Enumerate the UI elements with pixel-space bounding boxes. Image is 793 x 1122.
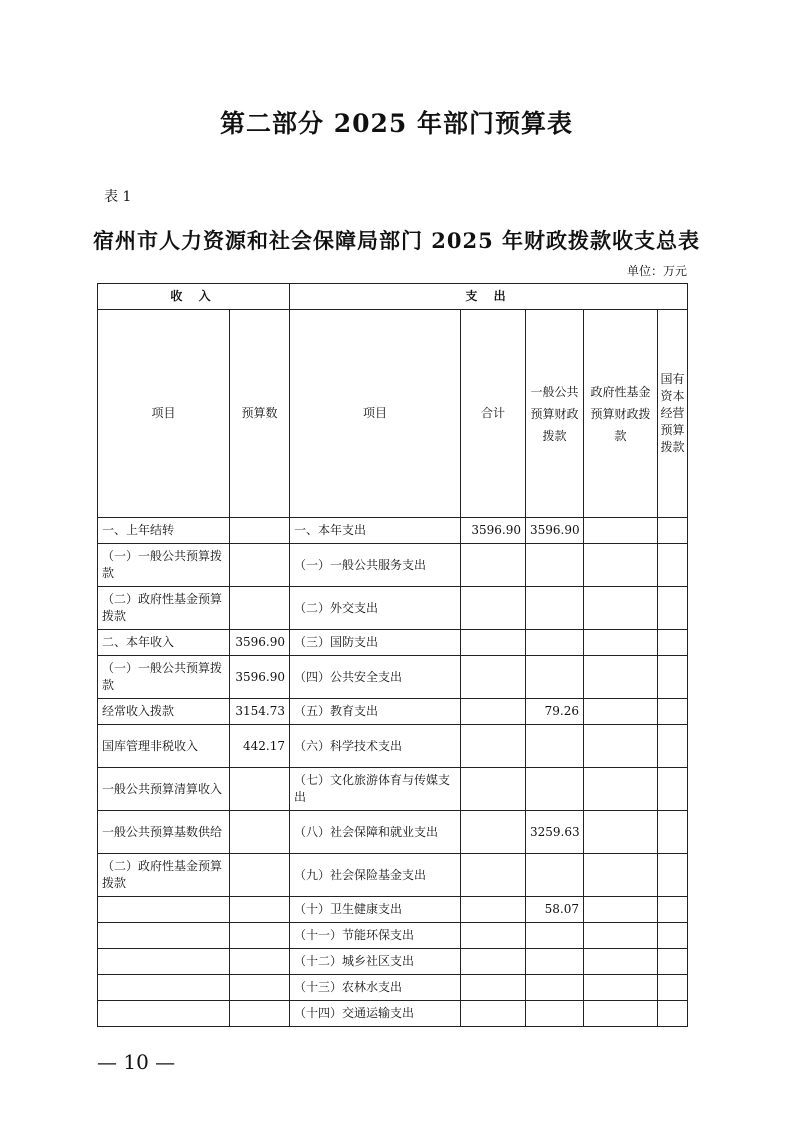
income-item-cell: （一）一般公共预算拨款	[98, 544, 230, 587]
gov-fund-cell	[584, 975, 658, 1001]
col-gov-fund: 政府性基金预算财政拨款	[584, 310, 658, 518]
income-item-cell: 二、本年收入	[98, 630, 230, 656]
expense-item-cell: （二）外交支出	[290, 587, 461, 630]
general-public-cell	[526, 768, 584, 811]
table-row	[98, 544, 688, 587]
total-cell	[461, 656, 526, 699]
gov-fund-cell	[584, 587, 658, 630]
state-capital-cell	[658, 854, 688, 897]
gov-fund-cell	[584, 656, 658, 699]
col-budget-amount: 预算数	[230, 310, 290, 518]
col-total: 合计	[461, 310, 526, 518]
expense-item-cell: （四）公共安全支出	[290, 656, 461, 699]
total-cell	[461, 854, 526, 897]
state-capital-cell	[658, 768, 688, 811]
table-row	[98, 1001, 688, 1027]
income-amount-cell	[230, 1001, 290, 1027]
table-row	[98, 587, 688, 630]
table-row	[98, 518, 688, 544]
total-cell	[461, 587, 526, 630]
total-cell	[461, 975, 526, 1001]
state-capital-cell	[658, 587, 688, 630]
expense-item-cell: （十）卫生健康支出	[290, 897, 461, 923]
state-capital-cell	[658, 923, 688, 949]
total-cell	[461, 768, 526, 811]
table-title: 宿州市人力资源和社会保障局部门 2025 年财政拨款收支总表	[92, 228, 701, 253]
general-public-cell	[526, 949, 584, 975]
state-capital-cell	[658, 699, 688, 725]
table-number: 表 1	[104, 189, 132, 205]
total-cell	[461, 725, 526, 768]
gov-fund-cell	[584, 725, 658, 768]
income-amount-cell: 3596.90	[230, 656, 290, 699]
total-cell	[461, 630, 526, 656]
income-amount-cell	[230, 518, 290, 544]
income-item-cell	[98, 923, 230, 949]
total-cell	[461, 1001, 526, 1027]
col-state-capital: 国有资本经营预算拨款	[658, 310, 688, 518]
general-public-cell: 3259.63	[526, 811, 584, 854]
income-item-cell	[98, 975, 230, 1001]
table-row	[98, 630, 688, 656]
total-cell	[461, 544, 526, 587]
income-amount-cell	[230, 811, 290, 854]
budget-table	[97, 283, 688, 1027]
income-amount-cell: 442.17	[230, 725, 290, 768]
col-expense-item: 项目	[290, 310, 461, 518]
state-capital-cell	[658, 1001, 688, 1027]
general-public-cell	[526, 1001, 584, 1027]
income-item-cell	[98, 897, 230, 923]
income-item-cell	[98, 1001, 230, 1027]
gov-fund-cell	[584, 699, 658, 725]
total-cell	[461, 923, 526, 949]
general-public-cell	[526, 975, 584, 1001]
income-amount-cell	[230, 587, 290, 630]
state-capital-cell	[658, 518, 688, 544]
general-public-cell: 3596.90	[526, 518, 584, 544]
table-row	[98, 854, 688, 897]
state-capital-cell	[658, 949, 688, 975]
table-row	[98, 811, 688, 854]
income-item-cell: 国库管理非税收入	[98, 725, 230, 768]
gov-fund-cell	[584, 1001, 658, 1027]
gov-fund-cell	[584, 544, 658, 587]
expense-item-cell: （一）一般公共服务支出	[290, 544, 461, 587]
gov-fund-cell	[584, 768, 658, 811]
state-capital-cell	[658, 811, 688, 854]
table-body	[98, 518, 688, 1027]
state-capital-cell	[658, 897, 688, 923]
income-item-cell	[98, 949, 230, 975]
table-row	[98, 656, 688, 699]
unit-label: 单位：万元	[626, 264, 687, 278]
state-capital-cell	[658, 630, 688, 656]
general-public-cell: 58.07	[526, 897, 584, 923]
income-amount-cell: 3596.90	[230, 630, 290, 656]
total-cell	[461, 699, 526, 725]
income-item-cell: （一）一般公共预算拨款	[98, 656, 230, 699]
expense-item-cell: （七）文化旅游体育与传媒支出	[290, 768, 461, 811]
state-capital-cell	[658, 725, 688, 768]
income-item-cell: 一般公共预算基数供给	[98, 811, 230, 854]
header-row-columns	[98, 310, 688, 518]
header-row-top	[98, 284, 688, 310]
table-row	[98, 897, 688, 923]
expense-item-cell: （三）国防支出	[290, 630, 461, 656]
income-amount-cell	[230, 897, 290, 923]
table-row	[98, 949, 688, 975]
general-public-cell: 79.26	[526, 699, 584, 725]
general-public-cell	[526, 656, 584, 699]
table-row	[98, 923, 688, 949]
col-general-public: 一般公共预算财政拨款	[526, 310, 584, 518]
part-title: 第二部分 2025 年部门预算表	[220, 109, 573, 138]
expense-item-cell: （十四）交通运输支出	[290, 1001, 461, 1027]
col-income-item: 项目	[98, 310, 230, 518]
expense-item-cell: 一、本年支出	[290, 518, 461, 544]
income-amount-cell	[230, 854, 290, 897]
state-capital-cell	[658, 656, 688, 699]
total-cell: 3596.90	[461, 518, 526, 544]
income-item-cell: （二）政府性基金预算拨款	[98, 854, 230, 897]
gov-fund-cell	[584, 897, 658, 923]
expense-item-cell: （五）教育支出	[290, 699, 461, 725]
table-row	[98, 975, 688, 1001]
expense-item-cell: （八）社会保障和就业支出	[290, 811, 461, 854]
expense-item-cell: （十二）城乡社区支出	[290, 949, 461, 975]
state-capital-cell	[658, 544, 688, 587]
general-public-cell	[526, 725, 584, 768]
table-row	[98, 725, 688, 768]
income-amount-cell	[230, 949, 290, 975]
expense-item-cell: （九）社会保险基金支出	[290, 854, 461, 897]
total-cell	[461, 897, 526, 923]
income-amount-cell	[230, 768, 290, 811]
general-public-cell	[526, 630, 584, 656]
income-amount-cell	[230, 544, 290, 587]
income-amount-cell	[230, 975, 290, 1001]
gov-fund-cell	[584, 923, 658, 949]
total-cell	[461, 811, 526, 854]
state-capital-cell	[658, 975, 688, 1001]
income-item-cell: 一般公共预算清算收入	[98, 768, 230, 811]
gov-fund-cell	[584, 811, 658, 854]
gov-fund-cell	[584, 854, 658, 897]
income-amount-cell: 3154.73	[230, 699, 290, 725]
table-row	[98, 699, 688, 725]
gov-fund-cell	[584, 630, 658, 656]
expense-header: 支 出	[290, 284, 688, 310]
gov-fund-cell	[584, 949, 658, 975]
general-public-cell	[526, 544, 584, 587]
table-row	[98, 768, 688, 811]
income-item-cell: （二）政府性基金预算拨款	[98, 587, 230, 630]
general-public-cell	[526, 923, 584, 949]
expense-item-cell: （十三）农林水支出	[290, 975, 461, 1001]
income-item-cell: 经常收入拨款	[98, 699, 230, 725]
total-cell	[461, 949, 526, 975]
income-amount-cell	[230, 923, 290, 949]
gov-fund-cell	[584, 518, 658, 544]
income-item-cell: 一、上年结转	[98, 518, 230, 544]
general-public-cell	[526, 587, 584, 630]
expense-item-cell: （十一）节能环保支出	[290, 923, 461, 949]
page-number: — 10 —	[97, 1050, 176, 1074]
income-header: 收 入	[98, 284, 290, 310]
general-public-cell	[526, 854, 584, 897]
expense-item-cell: （六）科学技术支出	[290, 725, 461, 768]
